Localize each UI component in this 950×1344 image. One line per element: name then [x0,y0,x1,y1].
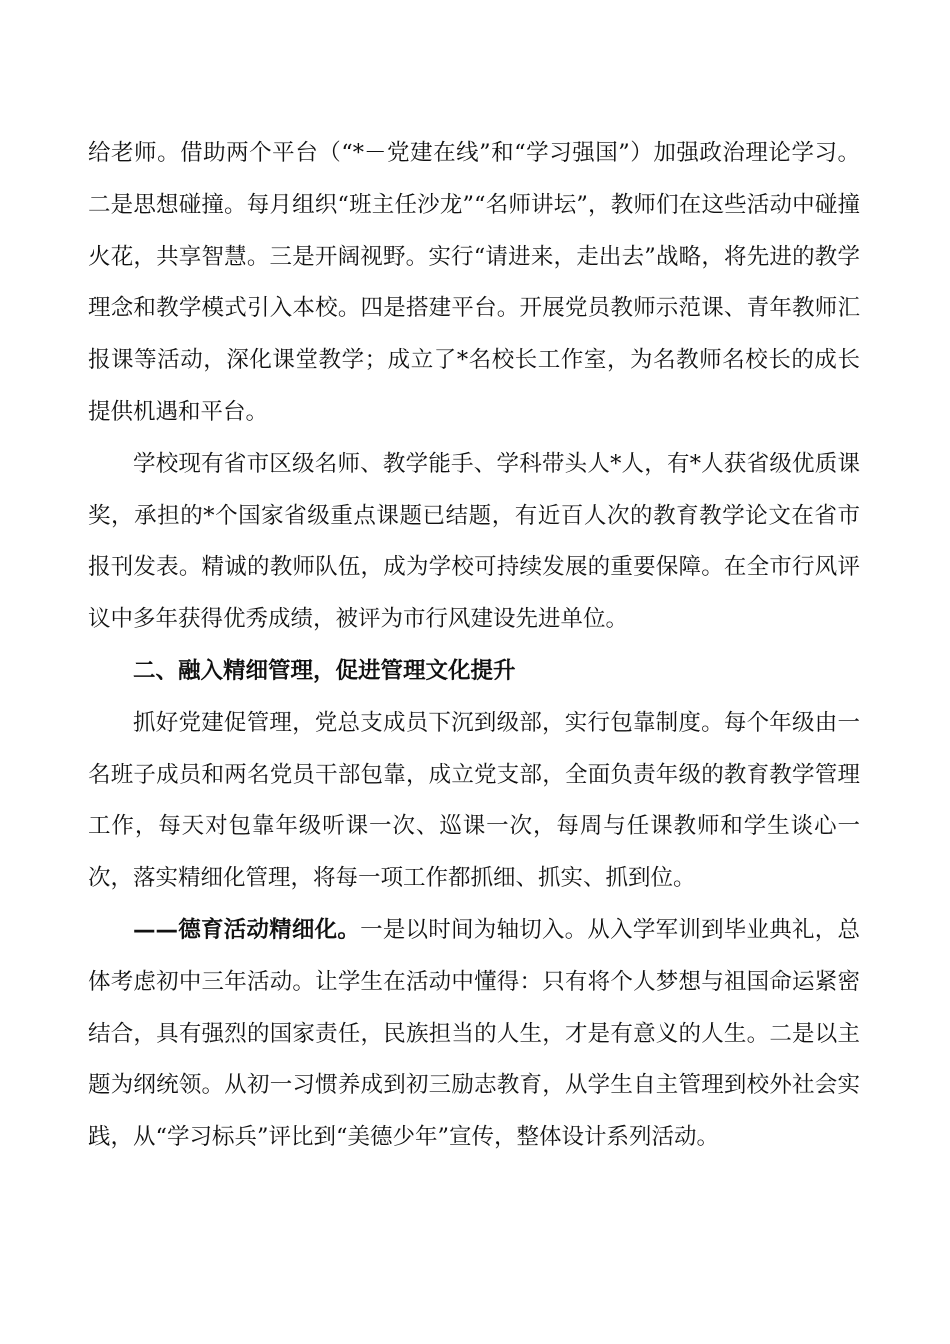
paragraph-moral-education [88,905,860,1164]
paragraph-lead-bold: ——德育活动精细化。 [133,916,361,943]
paragraph-management: 抓好党建促管理，党总支成员下沉到级部，实行包靠制度。每个年级由一名班子成员和两名党员干部包靠，成立党支部，全面负责年级的教育教学管理工作，每天对包靠年级听课一次、巡课一次，每周与任课教师和学生谈心一次，落实精细化管理，将每一项工作都抓细、抓实、抓到位。 [88,709,860,892]
document-body [88,128,860,1164]
paragraph-body: 一是以时间为轴切入。从入学军训到毕业典礼，总体考虑初中三年活动。让学生在活动中懂得：只有将个人梦想与祖国命运紧密结合，具有强烈的国家责任，民族担当的人生，才是有意义的人生。二是以主题为纲统领。从初一习惯养成到初三励志教育，从学生自主管理到校外社会实践，从“学习标兵”评比到“美德少年”宣传，整体设计系列活动。 [88,916,860,1151]
paragraph-continuation: 给老师。借助两个平台（“*－党建在线”和“学习强国”）加强政治理论学习。二是思想碰撞。每月组织“班主任沙龙”“名师讲坛”，教师们在这些活动中碰撞火花，共享智慧。三是开阔视野。实行“请进来，走出去”战略，将先进的教学理念和教学模式引入本校。四是搭建平台。开展党员教师示范课、青年教师汇报课等活动，深化课堂教学；成立了*名校长工作室，为名教师名校长的成长提供机遇和平台。 [88,140,860,425]
paragraph-teacher-achievements: 学校现有省市区级名师、教学能手、学科带头人*人，有*人获省级优质课奖，承担的*个国家省级重点课题已结题，有近百人次的教育教学论文在省市报刊发表。精诚的教师队伍，成为学校可持续发展的重要保障。在全市行风评议中多年获得优秀成绩，被评为市行风建设先进单位。 [88,450,860,633]
section-heading-management: 二、融入精细管理，促进管理文化提升 [133,657,516,684]
